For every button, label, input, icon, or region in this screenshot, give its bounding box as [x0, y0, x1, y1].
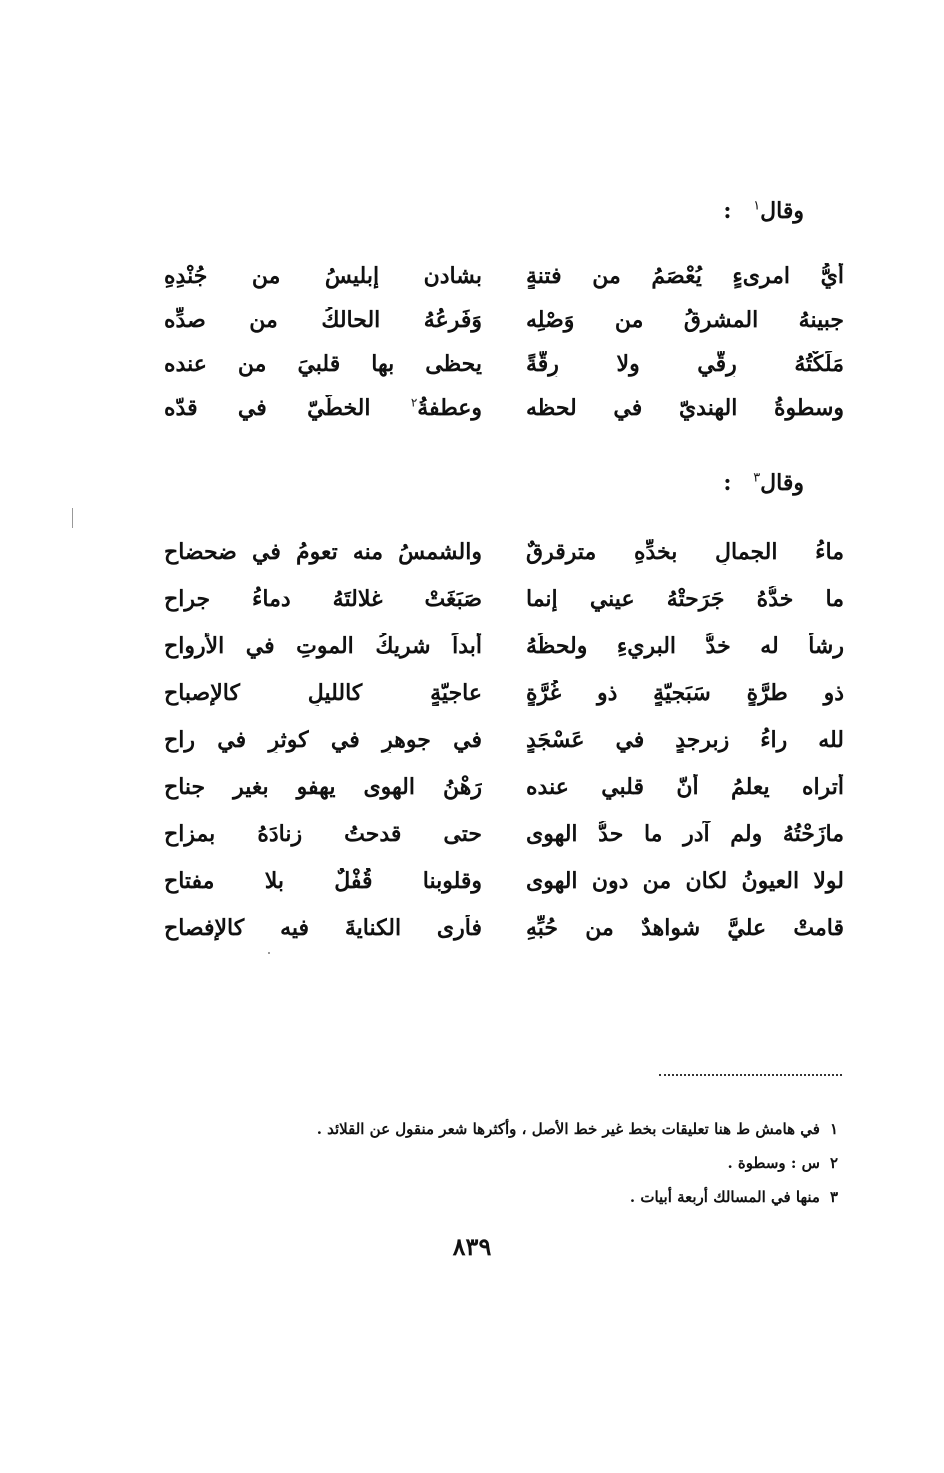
- footnote-separator: [659, 1074, 842, 1076]
- footnote-text: في هامش ط هنا تعليقات بخط غير خط الأصل ، وأكثرها شعر منقول عن القلائد .: [316, 1120, 820, 1138]
- verse-first-hemistich: أيُّ امرىءٍ يُعْصَمُ من فتنةٍ: [526, 263, 844, 289]
- verse-second-hemistich: يحظى بها قلبيَ من عنده: [164, 351, 482, 377]
- verse-first-hemistich: أتراه يعلمُ أنّ قلبي عنده: [526, 773, 844, 800]
- verse-line: [164, 386, 844, 430]
- verse-line: [164, 528, 844, 575]
- footnote-item: [118, 1112, 838, 1146]
- poem-2: [164, 528, 844, 951]
- section-1-intro: [723, 198, 804, 224]
- verse-line: [164, 575, 844, 622]
- verse-second-hemistich: [164, 395, 482, 421]
- verse-second-hemistich: وقلوبنا قُفْلٌ بلا مفتاح: [164, 867, 482, 894]
- verse-line: [164, 857, 844, 904]
- verse-second-hemistich: عاجيّةٍ كالليلِ كالإصباح: [164, 679, 482, 706]
- scan-mark: [268, 952, 270, 954]
- verse-second-hemistich: صَبَغَتْ غلالتَهُ دماءُ جراح: [164, 585, 482, 612]
- verse-first-hemistich: ما خدُّهُ جَرَحتْهُ عيني إنما: [526, 585, 844, 612]
- verse-first-hemistich: لولا العيونُ لكان من دون الهوى: [526, 867, 844, 894]
- footnote-text: س : وسطوة .: [727, 1154, 820, 1172]
- footnotes: [118, 1112, 838, 1214]
- verse-line: [164, 342, 844, 386]
- footnote-number: ٢: [829, 1154, 838, 1172]
- verse-first-hemistich: مازَحْتُهُ ولم آدر ما حدُّ الهوى: [526, 820, 844, 847]
- footnote-number: ١: [829, 1120, 838, 1138]
- footnote-ref-2: ٢: [410, 395, 418, 410]
- verse-line: [164, 810, 844, 857]
- verse-second-hemistich: وَفَرعُهُ الحالكُ من صدِّه: [164, 307, 482, 333]
- verse-second-hemistich: أبداً شريكُ الموتِ في الأرواح: [164, 632, 482, 659]
- verse-first-hemistich: لله راءُ زبرجدٍ في عَسْجَدٍ: [526, 726, 844, 753]
- verse-first-hemistich: قامتْ عليَّ شواهدٌ من حُبِّهِ: [526, 914, 844, 941]
- verse-first-hemistich: ذو طرَّةٍ سَبَجيّةٍ ذو غُرَّةٍ: [526, 679, 844, 706]
- verse-first-hemistich: رشأٌ له خدُّ البريءِ ولحظُهُ: [526, 632, 844, 659]
- verse-second-hemistich-rest: الخطّيّ في قدّه: [164, 395, 371, 421]
- verse-line: [164, 622, 844, 669]
- intro-colon: :: [723, 198, 732, 224]
- footnote-item: [118, 1180, 838, 1214]
- footnote-ref-1: ١: [753, 198, 761, 214]
- verse-second-hemistich: فأرى الكنايةَ فيه كالإفصاح: [164, 914, 482, 941]
- section-2-intro: [723, 470, 804, 496]
- verse-line: [164, 716, 844, 763]
- page-number: ٨٣٩: [452, 1232, 492, 1261]
- verse-line: [164, 904, 844, 951]
- verse-second-hemistich: رَهْنُ الهوى يهفو بغير جناح: [164, 773, 482, 800]
- verse-second-hemistich: حتى قدحتُ زنادَهُ بمزاح: [164, 820, 482, 847]
- verse-line: [164, 254, 844, 298]
- verse-line: [164, 763, 844, 810]
- verse-line: [164, 669, 844, 716]
- footnote-number: ٣: [829, 1188, 838, 1206]
- footnote-text: منها في المسالك أربعة أبيات .: [629, 1188, 820, 1206]
- intro-colon: :: [723, 470, 732, 496]
- verse-first-hemistich: وسطوةُ الهنديّ في لحظه: [526, 395, 844, 421]
- scan-mark: [72, 508, 73, 528]
- poem-1: [164, 254, 844, 430]
- verse-second-hemistich-part: وعطفةُ: [417, 395, 482, 421]
- verse-second-hemistich: في جوهرٍ في كوثرٍ في راح: [164, 726, 482, 753]
- verse-first-hemistich: مَلَكْتُهُ رِقّي ولا رِقّةً: [526, 351, 844, 377]
- intro-word: وقال: [760, 198, 804, 224]
- footnote-item: [118, 1146, 838, 1180]
- verse-second-hemistich: بشادن إبليسُ من جُنْدِهِ: [164, 263, 482, 289]
- footnote-ref-3: ٣: [753, 470, 761, 486]
- verse-line: [164, 298, 844, 342]
- verse-second-hemistich: والشمسُ منه تعومُ في ضحضاحِ: [164, 538, 482, 565]
- verse-first-hemistich: جبينهُ المشرقُ من وَصْلِه: [526, 307, 844, 333]
- verse-first-hemistich: ماءُ الجمالِ بخدِّهِ مترقرقٌ: [526, 538, 844, 565]
- intro-word: وقال: [760, 470, 804, 496]
